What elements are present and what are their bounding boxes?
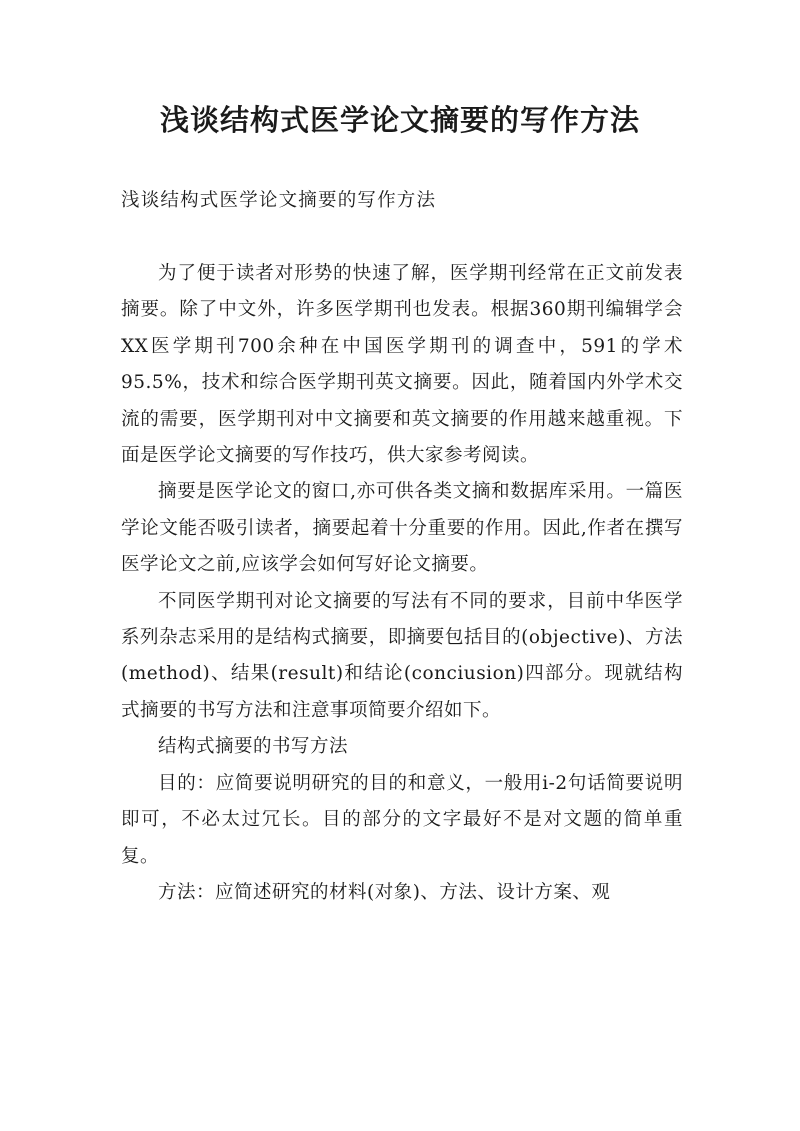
paragraph-objective: 目的：应简要说明研究的目的和意义，一般用i-2句话简要说明即可，不必太过冗长。目的部分的文字最好不是对文题的简单重复。 xyxy=(121,772,683,867)
document-body xyxy=(121,256,683,911)
paragraph-abstract-window: 摘要是医学论文的窗口,亦可供各类文摘和数据库采用。一篇医学论文能否吸引读者，摘要起着十分重要的作用。因此,作者在撰写医学论文之前,应该学会如何写好论文摘要。 xyxy=(121,481,683,576)
document-subtitle: 浅谈结构式医学论文摘要的写作方法 xyxy=(121,190,437,211)
paragraph-intro: 为了便于读者对形势的快速了解，医学期刊经常在正文前发表摘要。除了中文外，许多医学期刊也发表。根据360期刊编辑学会XX医学期刊700余种在中国医学期刊的调查中，591的学术95.5%，技术和综合医学期刊英文摘要。因此，随着国内外学术交流的需要，医学期刊对中文摘要和英文摘要的作用越来越重视。下面是医学论文摘要的写作技巧，供大家参考阅读。 xyxy=(121,263,683,467)
paragraph-method: 方法：应简述研究的材料(对象)、方法、设计方案、观 xyxy=(158,881,611,903)
document-title: 浅谈结构式医学论文摘要的写作方法 xyxy=(159,103,640,137)
paragraph-structured-abstract: 不同医学期刊对论文摘要的写法有不同的要求，目前中华医学系列杂志采用的是结构式摘要，即摘要包括目的(objective)、方法(method)、结果(result)和结论(conciusion)四部分。现就结构式摘要的书写方法和注意事项简要介绍如下。 xyxy=(121,590,683,721)
section-heading: 结构式摘要的书写方法 xyxy=(158,736,349,758)
